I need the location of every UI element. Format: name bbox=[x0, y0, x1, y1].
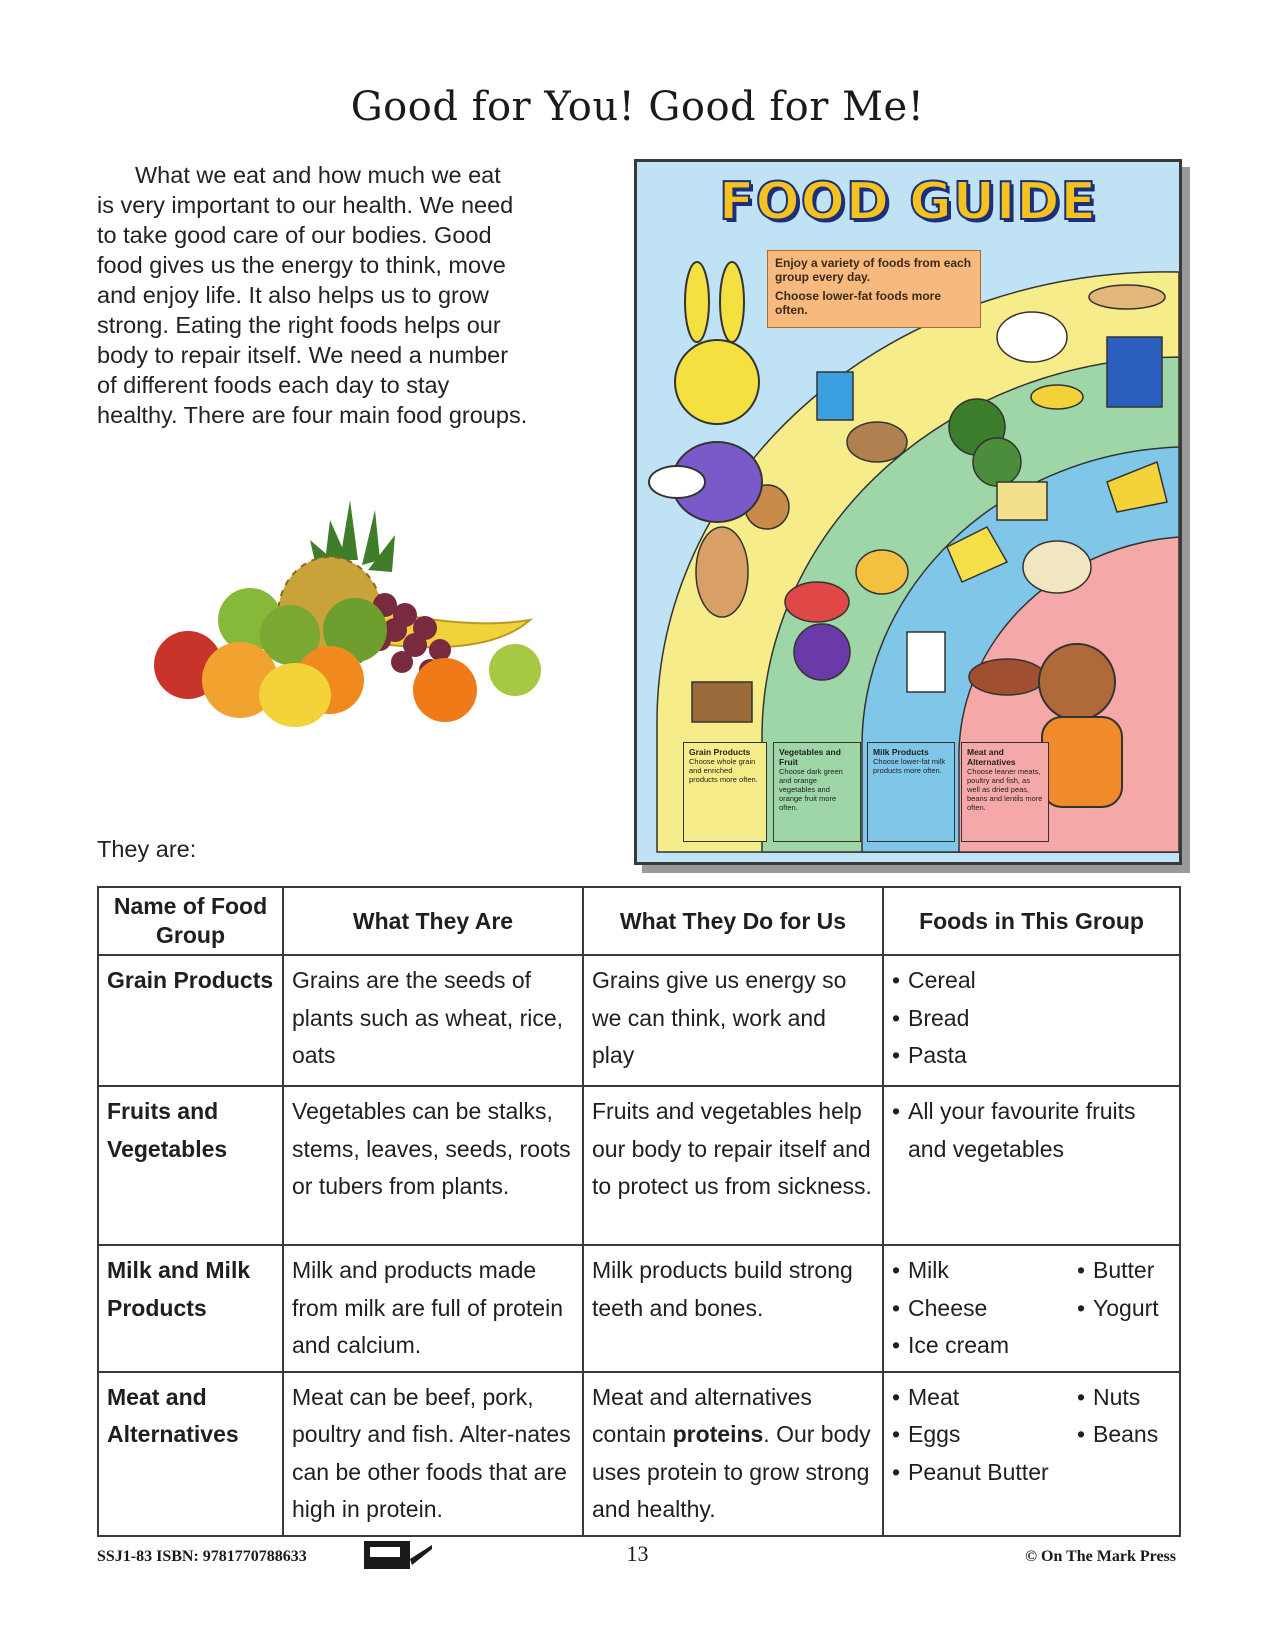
what-cell: Meat can be beef, pork, poultry and fish. Alter-nates can be other foods that are high in protein. bbox=[283, 1372, 583, 1536]
food-item: • Yogurt bbox=[1077, 1290, 1171, 1328]
do-text: Meat and alternatives contain bbox=[592, 1383, 812, 1447]
table-header-row bbox=[98, 887, 1180, 955]
page-title: Good for You! Good for Me! bbox=[350, 84, 925, 130]
poster-note bbox=[767, 250, 981, 328]
poster-note-line: Choose lower-fat foods more often. bbox=[775, 289, 942, 317]
intro-line: to take good care of our bodies. Good bbox=[97, 222, 492, 248]
foods-cell bbox=[883, 1245, 1180, 1372]
do-text: . Our body uses protein to grow strong and healthy. bbox=[592, 1421, 871, 1522]
poster-box-grain bbox=[683, 742, 767, 842]
group-name-cell: Milk and Milk Products bbox=[98, 1245, 283, 1372]
group-name-cell: Fruits and Vegetables bbox=[98, 1086, 283, 1245]
do-cell: Milk products build strong teeth and bones. bbox=[583, 1245, 883, 1372]
food-item: • Beans bbox=[1077, 1416, 1171, 1454]
page-number: 13 bbox=[626, 1541, 649, 1566]
column-header: What They Are bbox=[283, 887, 583, 955]
food-item: • Butter bbox=[1077, 1252, 1171, 1290]
food-item: • Meat bbox=[892, 1379, 1077, 1417]
poster-box-title: Milk Products bbox=[873, 747, 929, 757]
intro-line: healthy. There are four main food groups. bbox=[97, 402, 528, 428]
food-item: • Bread bbox=[892, 1000, 1171, 1038]
table-row bbox=[98, 1372, 1180, 1536]
food-item: • Eggs bbox=[892, 1416, 1077, 1454]
group-name-cell: Grain Products bbox=[98, 955, 283, 1086]
do-cell bbox=[583, 1372, 883, 1536]
footer-code: SSJ1-83 ISBN: 9781770788633 bbox=[97, 1548, 307, 1565]
table-row bbox=[98, 1245, 1180, 1372]
intro-line: What we eat and how much we eat bbox=[135, 162, 501, 188]
poster-box-title: Meat and Alternatives bbox=[967, 747, 1016, 767]
intro-line: is very important to our health. We need bbox=[97, 192, 514, 218]
column-header: Name of Food Group bbox=[98, 887, 283, 955]
food-item: • Ice cream bbox=[892, 1327, 1171, 1365]
what-cell: Grains are the seeds of plants such as wheat, rice, oats bbox=[283, 955, 583, 1086]
what-cell: Milk and products made from milk are full of protein and calcium. bbox=[283, 1245, 583, 1372]
footer-copyright: © On The Mark Press bbox=[1025, 1548, 1176, 1565]
fruit-pile-image bbox=[140, 480, 580, 740]
food-groups-table bbox=[97, 886, 1181, 1537]
intro-paragraph bbox=[97, 160, 557, 430]
do-cell: Grains give us energy so we can think, work and play bbox=[583, 955, 883, 1086]
poster-box-text: Choose lower-fat milk products more often. bbox=[873, 757, 946, 775]
food-guide-poster bbox=[634, 159, 1182, 865]
group-name-cell: Meat and Alternatives bbox=[98, 1372, 283, 1536]
poster-box-milk bbox=[867, 742, 955, 842]
foods-cell bbox=[883, 1372, 1180, 1536]
foods-cell bbox=[883, 1086, 1180, 1245]
poster-box-vegetables bbox=[773, 742, 861, 842]
column-header: Foods in This Group bbox=[883, 887, 1180, 955]
intro-line: strong. Eating the right foods helps our bbox=[97, 312, 501, 338]
poster-title: FOOD GUIDE bbox=[718, 172, 1098, 232]
they-are-label: They are: bbox=[97, 836, 197, 862]
column-header: What They Do for Us bbox=[583, 887, 883, 955]
food-item: • Milk bbox=[892, 1252, 1077, 1290]
food-item: • Pasta bbox=[892, 1037, 1171, 1075]
do-bold-text: proteins bbox=[672, 1421, 764, 1447]
foods-cell bbox=[883, 955, 1180, 1086]
poster-box-meat bbox=[961, 742, 1049, 842]
what-cell: Vegetables can be stalks, stems, leaves, seeds, roots or tubers from plants. bbox=[283, 1086, 583, 1245]
food-item: • Nuts bbox=[1077, 1379, 1171, 1417]
do-cell: Fruits and vegetables help our body to repair itself and to protect us from sickness. bbox=[583, 1086, 883, 1245]
intro-line: and enjoy life. It also helps us to grow bbox=[97, 282, 489, 308]
poster-box-text: Choose whole grain and enriched products more often. bbox=[689, 757, 758, 784]
poster-box-title: Grain Products bbox=[689, 747, 751, 757]
food-item: • All your favourite fruits and vegetables bbox=[892, 1093, 1171, 1168]
poster-box-text: Choose leaner meats, poultry and fish, as well as dried peas, beans and lentils more often. bbox=[967, 767, 1043, 812]
food-item: • Cheese bbox=[892, 1290, 1077, 1328]
poster-box-title: Vegetables and Fruit bbox=[779, 747, 841, 767]
table-row bbox=[98, 1086, 1180, 1245]
intro-line: body to repair itself. We need a number bbox=[97, 342, 509, 368]
poster-note-line: Enjoy a variety of foods from each group every day. bbox=[775, 256, 972, 284]
table-row bbox=[98, 955, 1180, 1086]
intro-line: of different foods each day to stay bbox=[97, 372, 450, 398]
intro-line: food gives us the energy to think, move bbox=[97, 252, 506, 278]
poster-box-text: Choose dark green and orange vegetables and orange fruit more often. bbox=[779, 767, 843, 812]
food-item: • Peanut Butter bbox=[892, 1454, 1171, 1492]
food-item: • Cereal bbox=[892, 962, 1171, 1000]
